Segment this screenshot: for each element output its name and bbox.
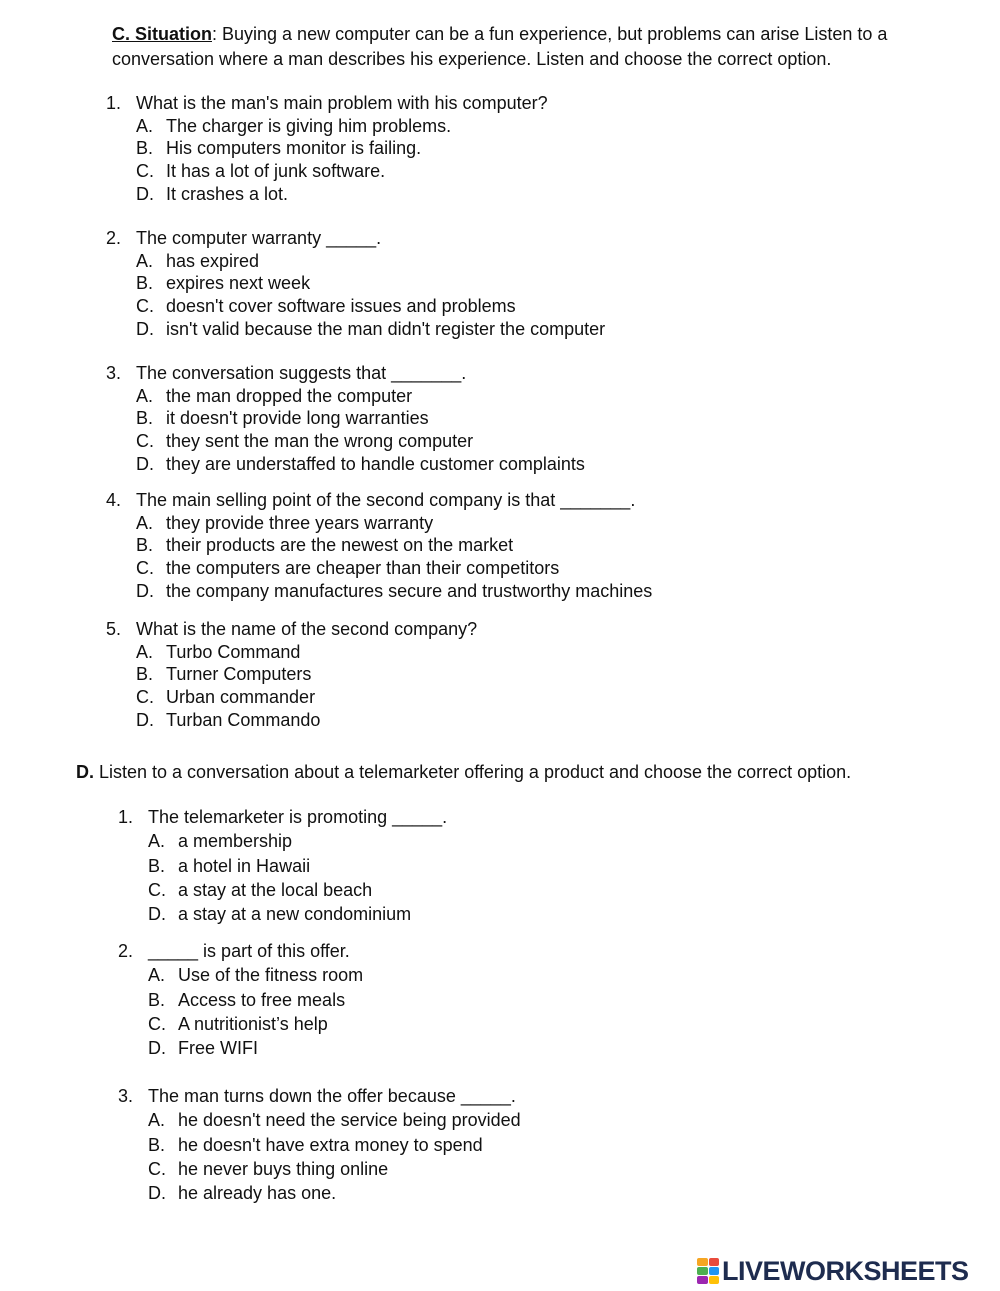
question-text: The man turns down the offer because _____.: [148, 1086, 516, 1106]
option-text: It crashes a lot.: [166, 183, 289, 204]
option-b: [118, 854, 447, 878]
option-text: has expired: [166, 250, 260, 271]
option-text: he never buys thing online: [178, 1158, 389, 1179]
option-letter: A.: [148, 965, 166, 986]
option-letter: C.: [136, 687, 154, 708]
question-number: 4.: [106, 490, 122, 510]
question-text: The main selling point of the second company is that _______.: [136, 490, 636, 510]
question-number: 3.: [106, 363, 122, 383]
question-number: 2.: [106, 228, 122, 248]
option-letter: D.: [136, 183, 154, 204]
option-text: a membership: [178, 831, 293, 852]
option-letter: A.: [148, 831, 166, 852]
option-d: [106, 453, 585, 476]
option-a: [118, 963, 363, 987]
option-d: [106, 183, 548, 206]
option-text: Use of the fitness room: [178, 965, 364, 986]
option-d: [118, 1036, 363, 1060]
option-b: [118, 988, 363, 1012]
c-question-3: [106, 362, 585, 476]
option-text: It has a lot of junk software.: [166, 161, 386, 182]
c-question-1: [106, 92, 548, 206]
option-text: Turbo Command: [166, 641, 301, 662]
section-c-intro: [112, 22, 942, 72]
option-text: he doesn't need the service being provided: [178, 1110, 521, 1131]
option-letter: B.: [136, 138, 154, 159]
option-text: their products are the newest on the market: [166, 535, 514, 556]
option-b: [106, 663, 477, 686]
logo-block: [709, 1267, 720, 1275]
question-text: What is the name of the second company?: [136, 619, 478, 639]
option-a: [106, 641, 477, 664]
option-d: [118, 902, 447, 926]
question-number: 3.: [118, 1086, 134, 1106]
option-a: [118, 1108, 521, 1132]
option-letter: A.: [136, 250, 154, 271]
option-c: [106, 430, 585, 453]
c-question-4: [106, 489, 652, 603]
option-a: [106, 115, 548, 138]
question-text: The computer warranty _____.: [136, 228, 382, 248]
option-letter: B.: [148, 855, 166, 876]
c-question-2: [106, 227, 605, 341]
option-text: expires next week: [166, 273, 311, 294]
option-text: Free WIFI: [178, 1038, 258, 1059]
option-d: [106, 580, 652, 603]
option-text: he doesn't have extra money to spend: [178, 1134, 483, 1155]
option-text: a hotel in Hawaii: [178, 855, 311, 876]
option-letter: D.: [148, 1183, 166, 1204]
liveworksheets-logo: [697, 1256, 992, 1286]
d-question-2: [118, 939, 363, 1060]
option-letter: B.: [136, 535, 154, 556]
option-letter: D.: [148, 904, 166, 925]
option-letter: C.: [148, 1158, 166, 1179]
option-c: [118, 878, 447, 902]
option-text: His computers monitor is failing.: [166, 138, 422, 159]
option-b: [106, 534, 652, 557]
option-letter: C.: [148, 879, 166, 900]
option-text: doesn't cover software issues and problems: [166, 296, 516, 317]
option-letter: C.: [136, 431, 154, 452]
logo-text: LIVEWORKSHEETS: [722, 1255, 969, 1286]
section-c-label: C. Situation: [112, 24, 212, 44]
option-letter: B.: [136, 408, 154, 429]
question-number: 2.: [118, 941, 134, 961]
option-text: they provide three years warranty: [166, 512, 434, 533]
option-letter: C.: [136, 161, 154, 182]
option-text: Turner Computers: [166, 664, 312, 685]
option-letter: B.: [136, 273, 154, 294]
question-number: 1.: [118, 807, 134, 827]
option-a: [106, 250, 605, 273]
option-text: Access to free meals: [178, 989, 346, 1010]
option-text: they are understaffed to handle customer complaints: [166, 453, 585, 474]
option-text: they sent the man the wrong computer: [166, 431, 474, 452]
option-text: the company manufactures secure and trustworthy machines: [166, 580, 653, 601]
option-b: [106, 137, 548, 160]
logo-block: [697, 1276, 708, 1284]
question-text: What is the man's main problem with his computer?: [136, 93, 548, 113]
option-text: a stay at a new condominium: [178, 904, 412, 925]
question-number: 5.: [106, 619, 122, 639]
option-letter: A.: [148, 1110, 166, 1131]
option-c: [118, 1157, 521, 1181]
d-question-3: [118, 1084, 521, 1205]
option-letter: D.: [148, 1038, 166, 1059]
option-a: [106, 512, 652, 535]
option-a: [106, 385, 585, 408]
option-a: [118, 829, 447, 853]
option-text: Turban Commando: [166, 709, 321, 730]
logo-mark-icon: [697, 1258, 719, 1284]
logo-block: [709, 1258, 720, 1266]
c-question-5: [106, 618, 477, 732]
d-question-1: [118, 805, 447, 926]
option-text: isn't valid because the man didn't register the computer: [166, 318, 606, 339]
option-letter: B.: [148, 989, 166, 1010]
question-text: The conversation suggests that _______.: [136, 363, 467, 383]
option-letter: C.: [136, 296, 154, 317]
option-letter: C.: [136, 558, 154, 579]
logo-block: [697, 1258, 708, 1266]
logo-block: [709, 1276, 720, 1284]
option-letter: A.: [136, 115, 154, 136]
option-c: [106, 295, 605, 318]
option-letter: B.: [148, 1134, 166, 1155]
option-text: the computers are cheaper than their competitors: [166, 558, 560, 579]
option-d: [118, 1181, 521, 1205]
option-letter: B.: [136, 664, 154, 685]
option-letter: A.: [136, 512, 154, 533]
section-d-label: D.: [76, 762, 94, 782]
option-letter: D.: [136, 453, 154, 474]
option-text: a stay at the local beach: [178, 879, 373, 900]
option-letter: A.: [136, 385, 154, 406]
question-text: The telemarketer is promoting _____.: [148, 807, 448, 827]
option-d: [106, 709, 477, 732]
option-c: [106, 686, 477, 709]
option-text: he already has one.: [178, 1183, 337, 1204]
option-letter: C.: [148, 1013, 166, 1034]
option-text: the man dropped the computer: [166, 385, 413, 406]
option-c: [106, 557, 652, 580]
option-letter: D.: [136, 580, 154, 601]
option-c: [118, 1012, 363, 1036]
section-d-intro-text: Listen to a conversation about a telemarketer offering a product and choose the correct option.: [94, 762, 852, 782]
option-letter: A.: [136, 641, 154, 662]
option-letter: D.: [136, 318, 154, 339]
question-number: 1.: [106, 93, 122, 113]
option-text: The charger is giving him problems.: [166, 115, 452, 136]
option-b: [106, 407, 585, 430]
option-text: Urban commander: [166, 687, 316, 708]
option-b: [118, 1133, 521, 1157]
option-b: [106, 272, 605, 295]
logo-block: [697, 1267, 708, 1275]
section-c-intro-text: : Buying a new computer can be a fun experience, but problems can arise Listen to a conversation where a man describes his experience. Listen and choose the correct option.: [112, 24, 888, 69]
option-text: A nutritionist’s help: [178, 1013, 328, 1034]
option-d: [106, 318, 605, 341]
section-d-intro: [76, 760, 976, 784]
option-letter: D.: [136, 709, 154, 730]
question-text: _____ is part of this offer.: [148, 941, 350, 961]
option-c: [106, 160, 548, 183]
option-text: it doesn't provide long warranties: [166, 408, 429, 429]
